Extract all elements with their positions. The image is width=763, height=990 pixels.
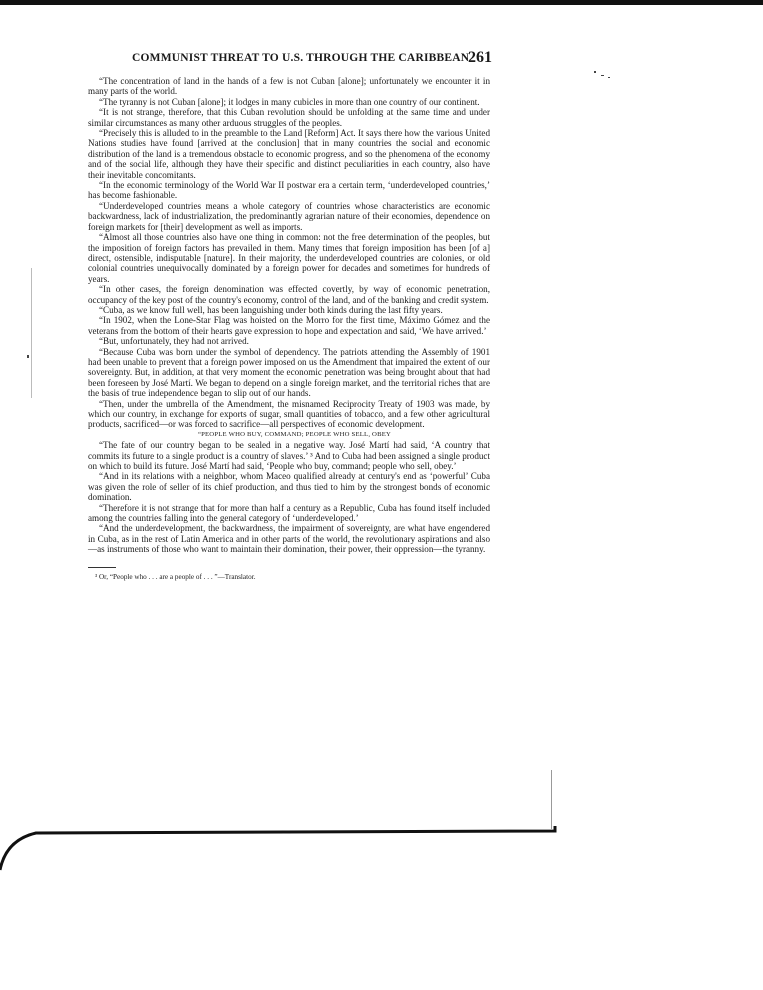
- paragraph: “Almost all those countries also have one thing in common: not the free determination of the peoples, but the imposition of foreign factors has prevailed in them. Many times that foreign imposition has been [of a] direct, ostensible, indisputable [nature]. In their majority, the underdeveloped countries are colonies, or old colonial countries unequivocally dominated by a foreign power for decades and sometimes for hundreds of years.: [88, 232, 490, 284]
- paragraph: “In 1902, when the Lone-Star Flag was hoisted on the Morro for the first time, Máximo Gómez and the veterans from the bottom of their hearts gave expression to hope and expectation and said, ‘We have arrived.’: [88, 315, 490, 336]
- paragraph: “Therefore it is not strange that for more than half a century as a Republic, Cuba has found itself included among the countries falling into the general category of ‘underdeveloped.’: [88, 502, 490, 524]
- paragraph: “In the economic terminology of the World War II postwar era a certain term, ‘underdeveloped countries,’ has become fashionable.: [88, 180, 490, 201]
- body-text: [88, 76, 490, 555]
- paragraph: “Cuba, as we know full well, has been languishing under both kinds during the last fifty years.: [99, 304, 443, 315]
- paragraph: “But, unfortunately, they had not arrived.: [99, 336, 249, 347]
- paragraph: “And the underdevelopment, the backwardness, the impairment of sovereignty, are what have engendered in Cuba, as in the rest of Latin America and in other parts of the world, the revolutionary aspirations and also—as instruments of those who want to maintain their domination, their power, their oppression—the tyranny.: [88, 523, 490, 555]
- paragraph: “The fate of our country began to be sealed in a negative way. José Martí had said, ‘A country that commits its future to a single product is a country of slaves.’ ³ And to Cuba had been assigned a single product on which to build its future. José Martí had said, ‘People who buy, command; people who sell, obey.’: [88, 440, 490, 472]
- paragraph: “Because Cuba was born under the symbol of dependency. The patriots attending the Assembly of 1901 had been unable to prevent that a foreign power imposed on us the Amendment that impaired the extent of our sovereignty. But, in addition, at that very moment the economic penetration was being brought about that had been foreseen by José Martí. We began to depend on a single foreign market, and the territorial riches that are the basis of true independence began to slip out of our hands.: [88, 346, 490, 399]
- paragraph: “And in its relations with a neighbor, whom Maceo qualified already at century's end as ‘powerful’ Cuba was given the role of seller of its chief production, and thus tied to him by the strongest bonds of economic domination.: [88, 471, 490, 503]
- paragraph: “It is not strange, therefore, that this Cuban revolution should be unfolding at the same time and under similar circumstances as many other arduous struggles of the peoples.: [88, 107, 490, 128]
- section-subheading: “PEOPLE WHO BUY, COMMAND; PEOPLE WHO SELL, OBEY: [197, 430, 392, 438]
- paragraph: “Underdeveloped countries means a whole category of countries whose characteristics are economic backwardness, lack of industrialization, the predominantly agrarian nature of their economies, dependence on foreign markets for [their] development as well as imports.: [88, 200, 490, 232]
- scan-corner-shadow: [0, 829, 555, 990]
- page-number: 261: [468, 49, 492, 66]
- paragraph: “Then, under the umbrella of the Amendment, the misnamed Reciprocity Treaty of 1903 was made, by which our country, in exchange for exports of sugar, small quantities of tobacco, and a few other agricultural products, sacrificed—or was forced to sacrifice—all perspectives of economic development.: [88, 398, 490, 430]
- paragraph: “The tyranny is not Cuban [alone]; it lodges in many cubicles in more than one country of our continent.: [99, 96, 480, 107]
- footnote-divider: [88, 567, 116, 568]
- paragraph: “Precisely this is alluded to in the preamble to the Land [Reform] Act. It says there how the various United Nations studies have found [arrived at the conclusion] that in many countries the social and economic distribution of the land is a tremendous obstacle to economic progress, and so the phenomena of the economy and of the social life, although they have their specific and distinct peculiarities in each country, also have their inevitable concomitants.: [88, 128, 490, 180]
- footnote: ³ Or, “People who . . . are a people of . . . ”—Translator.: [95, 572, 256, 581]
- document-page: [88, 50, 490, 581]
- paragraph: “The concentration of land in the hands of a few is not Cuban [alone]; unfortunately we encounter it in many parts of the world.: [88, 76, 490, 97]
- paragraph: “In other cases, the foreign denomination was effected covertly, by way of economic penetration, occupancy of the key post of the country's economy, control of the land, and of the banking and credit system.: [88, 284, 490, 305]
- page-header: [88, 50, 490, 76]
- running-title: COMMUNIST THREAT TO U.S. THROUGH THE CARIBBEAN: [132, 52, 470, 64]
